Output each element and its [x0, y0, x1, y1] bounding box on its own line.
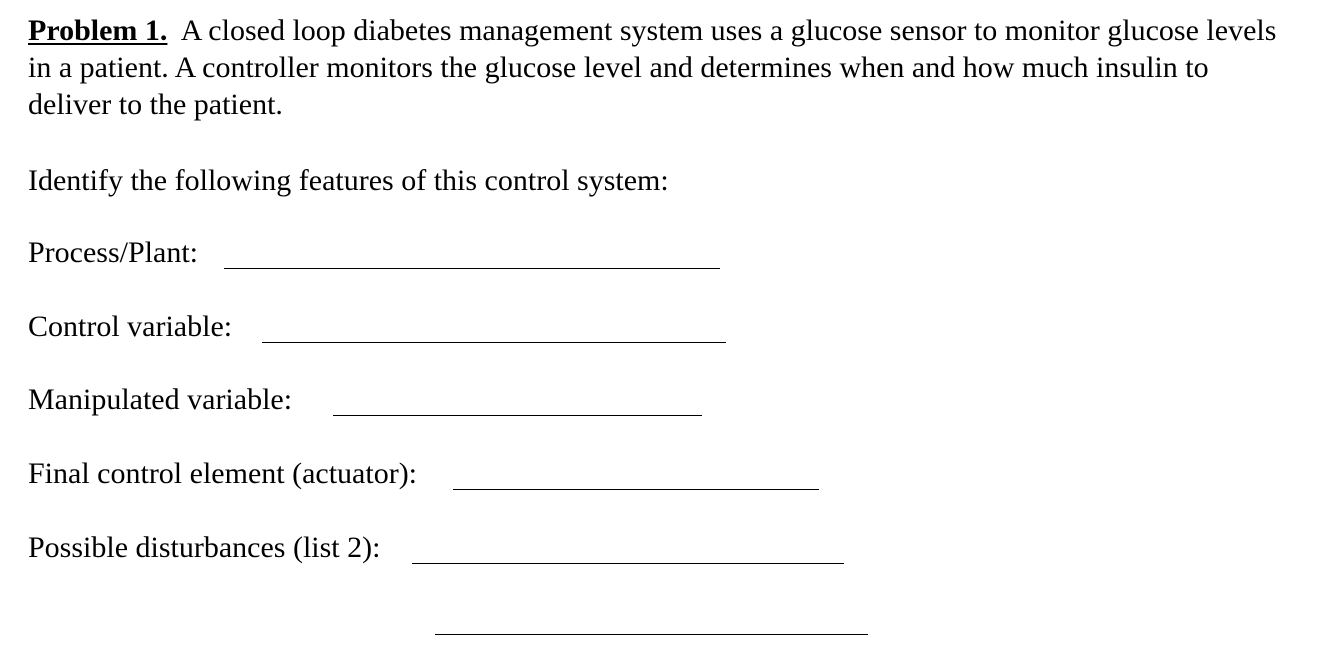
- answer-blank-control-variable[interactable]: [262, 342, 726, 343]
- instruction-text: Identify the following features of this control system:: [28, 164, 669, 197]
- label-process-plant: Process/Plant:: [28, 236, 198, 269]
- label-possible-disturbances: Possible disturbances (list 2):: [28, 531, 381, 564]
- answer-blank-disturbance-1[interactable]: [412, 563, 844, 564]
- problem-text: A closed loop diabetes management system uses a glucose sensor to monitor glucose levels in a patient. A controller monitors the glucose level and determines when and how much insulin to deliver to the patient.: [28, 14, 1277, 121]
- label-manipulated-variable: Manipulated variable:: [28, 383, 293, 416]
- label-final-control-element: Final control element (actuator):: [28, 457, 418, 490]
- problem-statement: [28, 12, 1293, 123]
- answer-blank-process-plant[interactable]: [224, 268, 720, 269]
- problem-number: Problem 1.: [28, 14, 168, 47]
- answer-blank-manipulated-variable[interactable]: [333, 415, 702, 416]
- answer-blank-disturbance-2[interactable]: [435, 634, 868, 635]
- label-control-variable: Control variable:: [28, 310, 233, 343]
- answer-blank-final-control-element[interactable]: [453, 489, 819, 490]
